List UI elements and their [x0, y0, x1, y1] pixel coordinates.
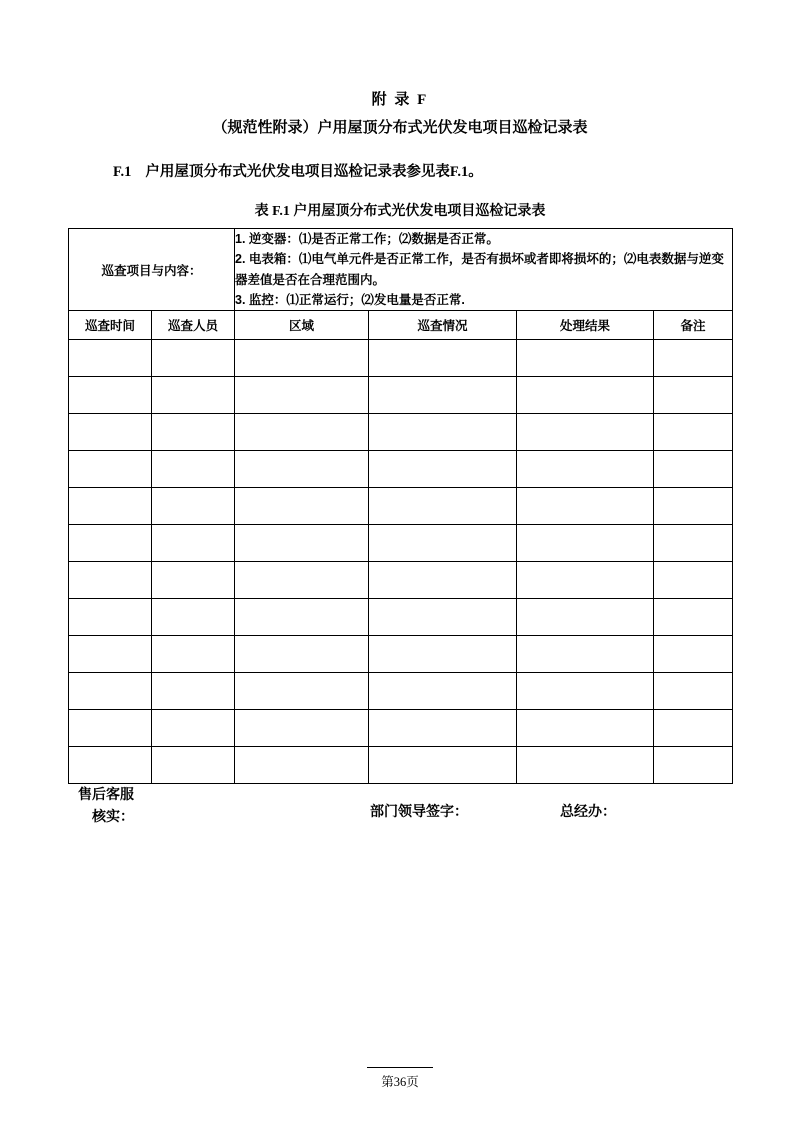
column-header-time: 巡查时间 [69, 311, 152, 340]
cell-inspector[interactable] [152, 599, 235, 636]
signature-section [0, 785, 800, 845]
cell-remark[interactable] [654, 488, 733, 525]
column-header-situation: 巡查情况 [369, 311, 517, 340]
cell-result[interactable] [517, 451, 654, 488]
cell-area[interactable] [235, 599, 369, 636]
cell-area[interactable] [235, 488, 369, 525]
cell-time[interactable] [69, 747, 152, 784]
cell-area[interactable] [235, 451, 369, 488]
cell-result[interactable] [517, 562, 654, 599]
cell-result[interactable] [517, 414, 654, 451]
cell-remark[interactable] [654, 451, 733, 488]
cell-situation[interactable] [369, 562, 517, 599]
table-row[interactable] [69, 488, 733, 525]
cell-area[interactable] [235, 562, 369, 599]
cell-inspector[interactable] [152, 747, 235, 784]
inspection-record-table [68, 228, 733, 784]
items-line-3: 3. 监控：⑴正常运行；⑵发电量是否正常. [235, 292, 465, 307]
cell-remark[interactable] [654, 599, 733, 636]
cell-result[interactable] [517, 377, 654, 414]
cell-time[interactable] [69, 488, 152, 525]
appendix-title: 附 录 F [371, 92, 429, 108]
cell-inspector[interactable] [152, 525, 235, 562]
table-row[interactable] [69, 747, 733, 784]
table-row[interactable] [69, 710, 733, 747]
table-row[interactable] [69, 599, 733, 636]
cell-inspector[interactable] [152, 562, 235, 599]
aftersales-label-line1: 售后客服 [78, 788, 134, 803]
cell-time[interactable] [69, 599, 152, 636]
cell-remark[interactable] [654, 377, 733, 414]
cell-inspector[interactable] [152, 377, 235, 414]
cell-time[interactable] [69, 525, 152, 562]
table-row[interactable] [69, 414, 733, 451]
cell-inspector[interactable] [152, 673, 235, 710]
table-header-row [69, 311, 733, 340]
table-row-items-header [69, 229, 733, 311]
cell-result[interactable] [517, 747, 654, 784]
cell-result[interactable] [517, 488, 654, 525]
cell-situation[interactable] [369, 636, 517, 673]
table-row[interactable] [69, 525, 733, 562]
clause-f1 [113, 160, 483, 181]
cell-situation[interactable] [369, 525, 517, 562]
cell-time[interactable] [69, 451, 152, 488]
cell-time[interactable] [69, 636, 152, 673]
general-manager-signature-label: 总经办： [560, 805, 616, 820]
table-row[interactable] [69, 340, 733, 377]
column-header-remark: 备注 [654, 311, 733, 340]
cell-result[interactable] [517, 340, 654, 377]
cell-area[interactable] [235, 747, 369, 784]
cell-remark[interactable] [654, 525, 733, 562]
cell-time[interactable] [69, 562, 152, 599]
cell-inspector[interactable] [152, 488, 235, 525]
table-row[interactable] [69, 673, 733, 710]
cell-area[interactable] [235, 673, 369, 710]
department-lead-signature-label: 部门领导签字： [370, 805, 468, 820]
cell-inspector[interactable] [152, 451, 235, 488]
cell-remark[interactable] [654, 636, 733, 673]
cell-time[interactable] [69, 377, 152, 414]
cell-time[interactable] [69, 710, 152, 747]
cell-area[interactable] [235, 414, 369, 451]
cell-situation[interactable] [369, 414, 517, 451]
cell-situation[interactable] [369, 488, 517, 525]
page-footer [0, 1072, 800, 1090]
cell-inspector[interactable] [152, 414, 235, 451]
column-header-inspector: 巡查人员 [152, 311, 235, 340]
cell-remark[interactable] [654, 710, 733, 747]
cell-situation[interactable] [369, 340, 517, 377]
cell-area[interactable] [235, 636, 369, 673]
cell-remark[interactable] [654, 562, 733, 599]
cell-remark[interactable] [654, 747, 733, 784]
items-line-1: 1. 逆变器：⑴是否正常工作；⑵数据是否正常。 [235, 232, 499, 246]
cell-situation[interactable] [369, 377, 517, 414]
table-row[interactable] [69, 636, 733, 673]
cell-time[interactable] [69, 673, 152, 710]
cell-time[interactable] [69, 414, 152, 451]
cell-remark[interactable] [654, 673, 733, 710]
items-content-cell [235, 229, 733, 311]
cell-result[interactable] [517, 710, 654, 747]
items-line-2: 2. 电表箱：⑴电气单元件是否正常工作，是否有损坏或者即将损坏的；⑵电表数据与逆变器差值是否在合理范围内。 [235, 252, 724, 287]
cell-situation[interactable] [369, 451, 517, 488]
table-row[interactable] [69, 562, 733, 599]
items-label-cell: 巡查项目与内容： [69, 229, 235, 311]
cell-area[interactable] [235, 377, 369, 414]
cell-remark[interactable] [654, 414, 733, 451]
cell-situation[interactable] [369, 710, 517, 747]
clause-text: 户用屋顶分布式光伏发电项目巡检记录表参见表F.1。 [145, 164, 483, 180]
cell-result[interactable] [517, 525, 654, 562]
aftersales-verification [78, 785, 134, 830]
cell-inspector[interactable] [152, 636, 235, 673]
cell-area[interactable] [235, 340, 369, 377]
cell-time[interactable] [69, 340, 152, 377]
table-caption: 表 F.1 户用屋顶分布式光伏发电项目巡检记录表 [254, 204, 546, 219]
table-row[interactable] [69, 451, 733, 488]
cell-area[interactable] [235, 525, 369, 562]
footer-rule [367, 1067, 433, 1068]
cell-remark[interactable] [654, 340, 733, 377]
cell-result[interactable] [517, 673, 654, 710]
aftersales-label-line2: 核实： [92, 810, 134, 826]
cell-inspector[interactable] [152, 710, 235, 747]
clause-number: F.1 [113, 164, 132, 180]
cell-situation[interactable] [369, 599, 517, 636]
cell-situation[interactable] [369, 673, 517, 710]
cell-result[interactable] [517, 599, 654, 636]
column-header-area: 区域 [235, 311, 369, 340]
column-header-result: 处理结果 [517, 311, 654, 340]
cell-situation[interactable] [369, 747, 517, 784]
cell-inspector[interactable] [152, 340, 235, 377]
cell-area[interactable] [235, 710, 369, 747]
table-row[interactable] [69, 377, 733, 414]
cell-result[interactable] [517, 636, 654, 673]
page-number: 第36页 [381, 1075, 419, 1089]
appendix-subtitle: （规范性附录）户用屋顶分布式光伏发电项目巡检记录表 [212, 120, 588, 136]
